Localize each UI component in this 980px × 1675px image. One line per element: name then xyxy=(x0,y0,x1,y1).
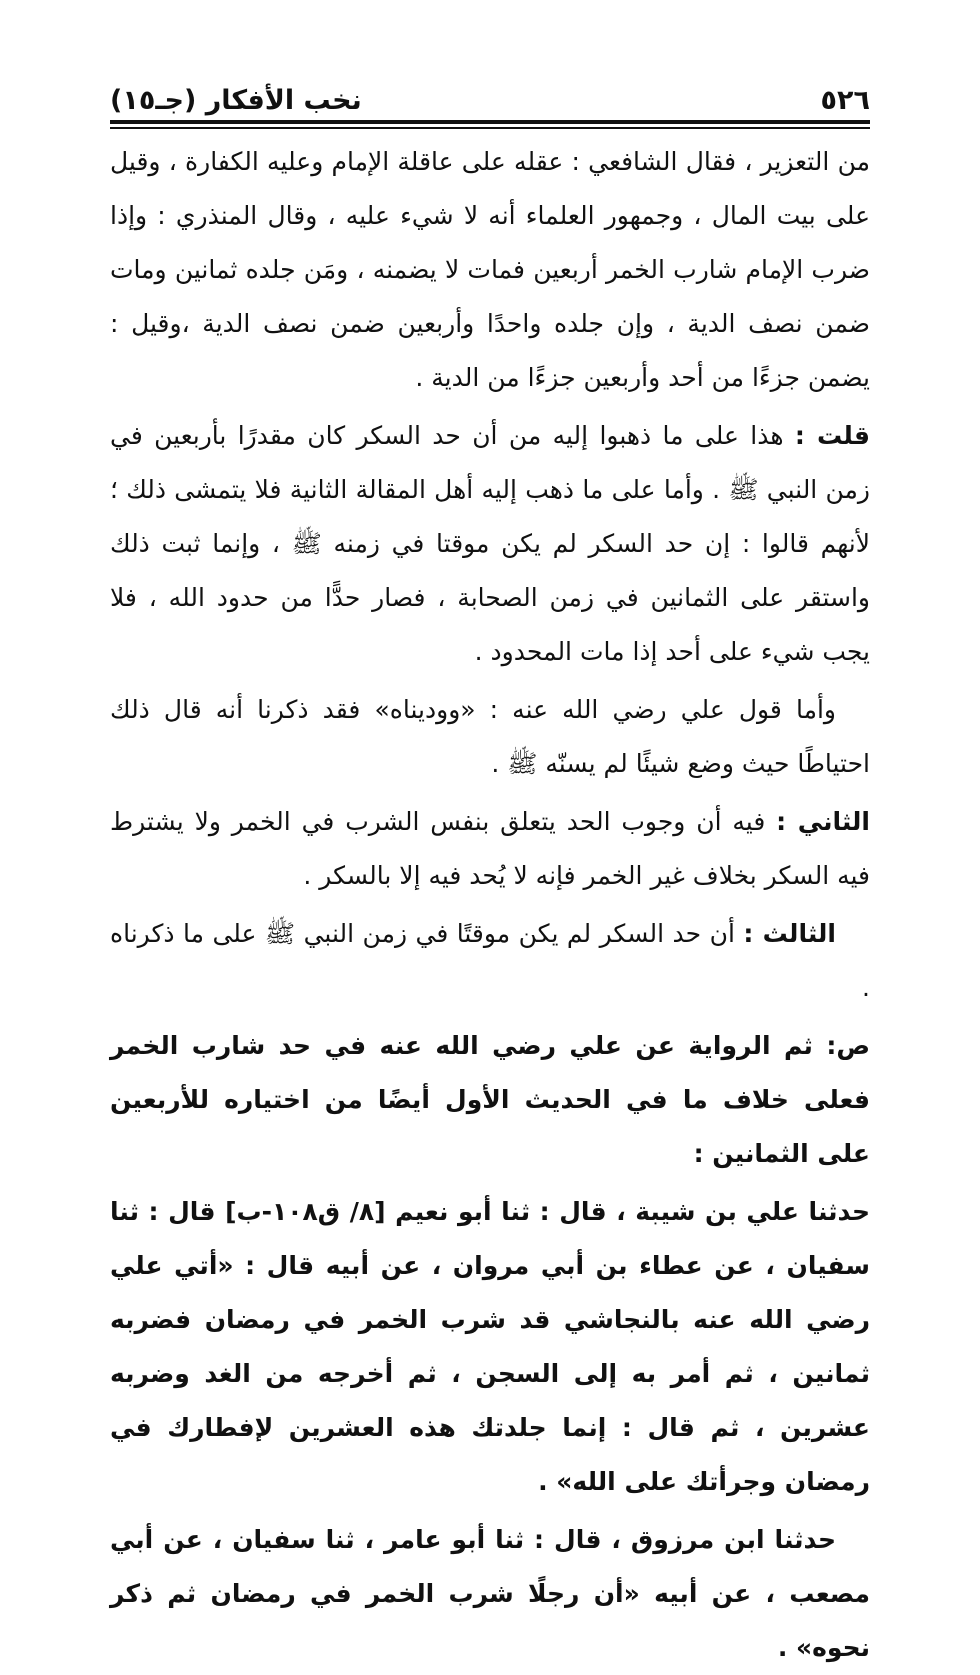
paragraph-ali-statement: وأما قول علي رضي الله عنه : «ووديناه» فقد ذكرنا أنه قال ذلك احتياطًا حيث وضع شيئًا لم يسنّه ﷺ . xyxy=(110,695,870,778)
paragraph-hadith-2: حدثنا ابن مرزوق ، قال : ثنا أبو عامر ، ثنا سفيان ، عن أبي مصعب ، عن أبيه «أن رجلًا شرب الخمر في رمضان ثم ذكر نحوه» . xyxy=(110,1525,870,1662)
paragraph-lead: قلت : xyxy=(794,421,870,450)
page-number: ٥٢٦ xyxy=(820,85,870,116)
paragraph-second-point: الثاني : فيه أن وجوب الحد يتعلق بنفس الشرب في الخمر ولا يشترط فيه السكر بخلاف غير الخمر فإنه لا يُحد فيه إلا بالسكر . xyxy=(110,807,870,890)
paragraph-commentary: من التعزير ، فقال الشافعي : عقله على عاقلة الإمام وعليه الكفارة ، وقيل على بيت المال ، وجمهور العلماء أنه لا شيء عليه ، وقال المنذري : وإذا ضرب الإمام شارب الخمر أربعين فمات لا يضمنه ، ومَن جلده ثمانين ومات ضمن نصف الدية ، وإن جلده واحدًا وأربعين ضمن نصف الدية ،وقيل : يضمن جزءًا من أحد وأربعين جزءًا من الدية . xyxy=(110,147,870,392)
book-page xyxy=(110,70,870,1662)
paragraph-sad-matn: ص: ثم الرواية عن علي رضي الله عنه في حد شارب الخمر فعلى خلاف ما في الحديث الأول أيضًا من اختياره للأربعين على الثمانين : xyxy=(110,1031,870,1168)
header-rule-thick xyxy=(110,120,870,124)
paragraph-qultu: قلت : هذا على ما ذهبوا إليه من أن حد السكر كان مقدرًا بأربعين في زمن النبي ﷺ . وأما على ما ذهب إليه أهل المقالة الثانية فلا يتمشى ذلك ؛ لأنهم قالوا : إن حد السكر لم يكن موقتا في زمنه ﷺ ، وإنما ثبت ذلك واستقر على الثمانين في زمن الصحابة ، فصار حدًّا من حدود الله ، فلا يجب شيء على أحد إذا مات المحدود . xyxy=(110,421,870,666)
page-header xyxy=(110,70,870,116)
page-body xyxy=(110,135,870,1675)
header-rule-thin xyxy=(110,127,870,129)
paragraph-lead: الثاني : xyxy=(776,807,870,836)
paragraph-third-point: الثالث : أن حد السكر لم يكن موقتًا في زمن النبي ﷺ على ما ذكرناه . xyxy=(110,919,870,1002)
book-title: نخب الأفكار (جـ١٥) xyxy=(110,85,362,116)
paragraph-lead: الثالث : xyxy=(743,919,836,948)
paragraph-hadith-1: حدثنا علي بن شيبة ، قال : ثنا أبو نعيم [٨/ ق١٠٨-ب] قال : ثنا سفيان ، عن عطاء بن أبي مروان ، عن أبيه قال : «أتي علي رضي الله عنه بالنجاشي قد شرب الخمر في رمضان فضربه ثمانين ، ثم أمر به إلى السجن ، ثم أخرجه من الغد وضربه عشرين ، ثم قال : إنما جلدتك هذه العشرين لإفطارك في رمضان وجرأتك على الله» . xyxy=(110,1197,870,1496)
